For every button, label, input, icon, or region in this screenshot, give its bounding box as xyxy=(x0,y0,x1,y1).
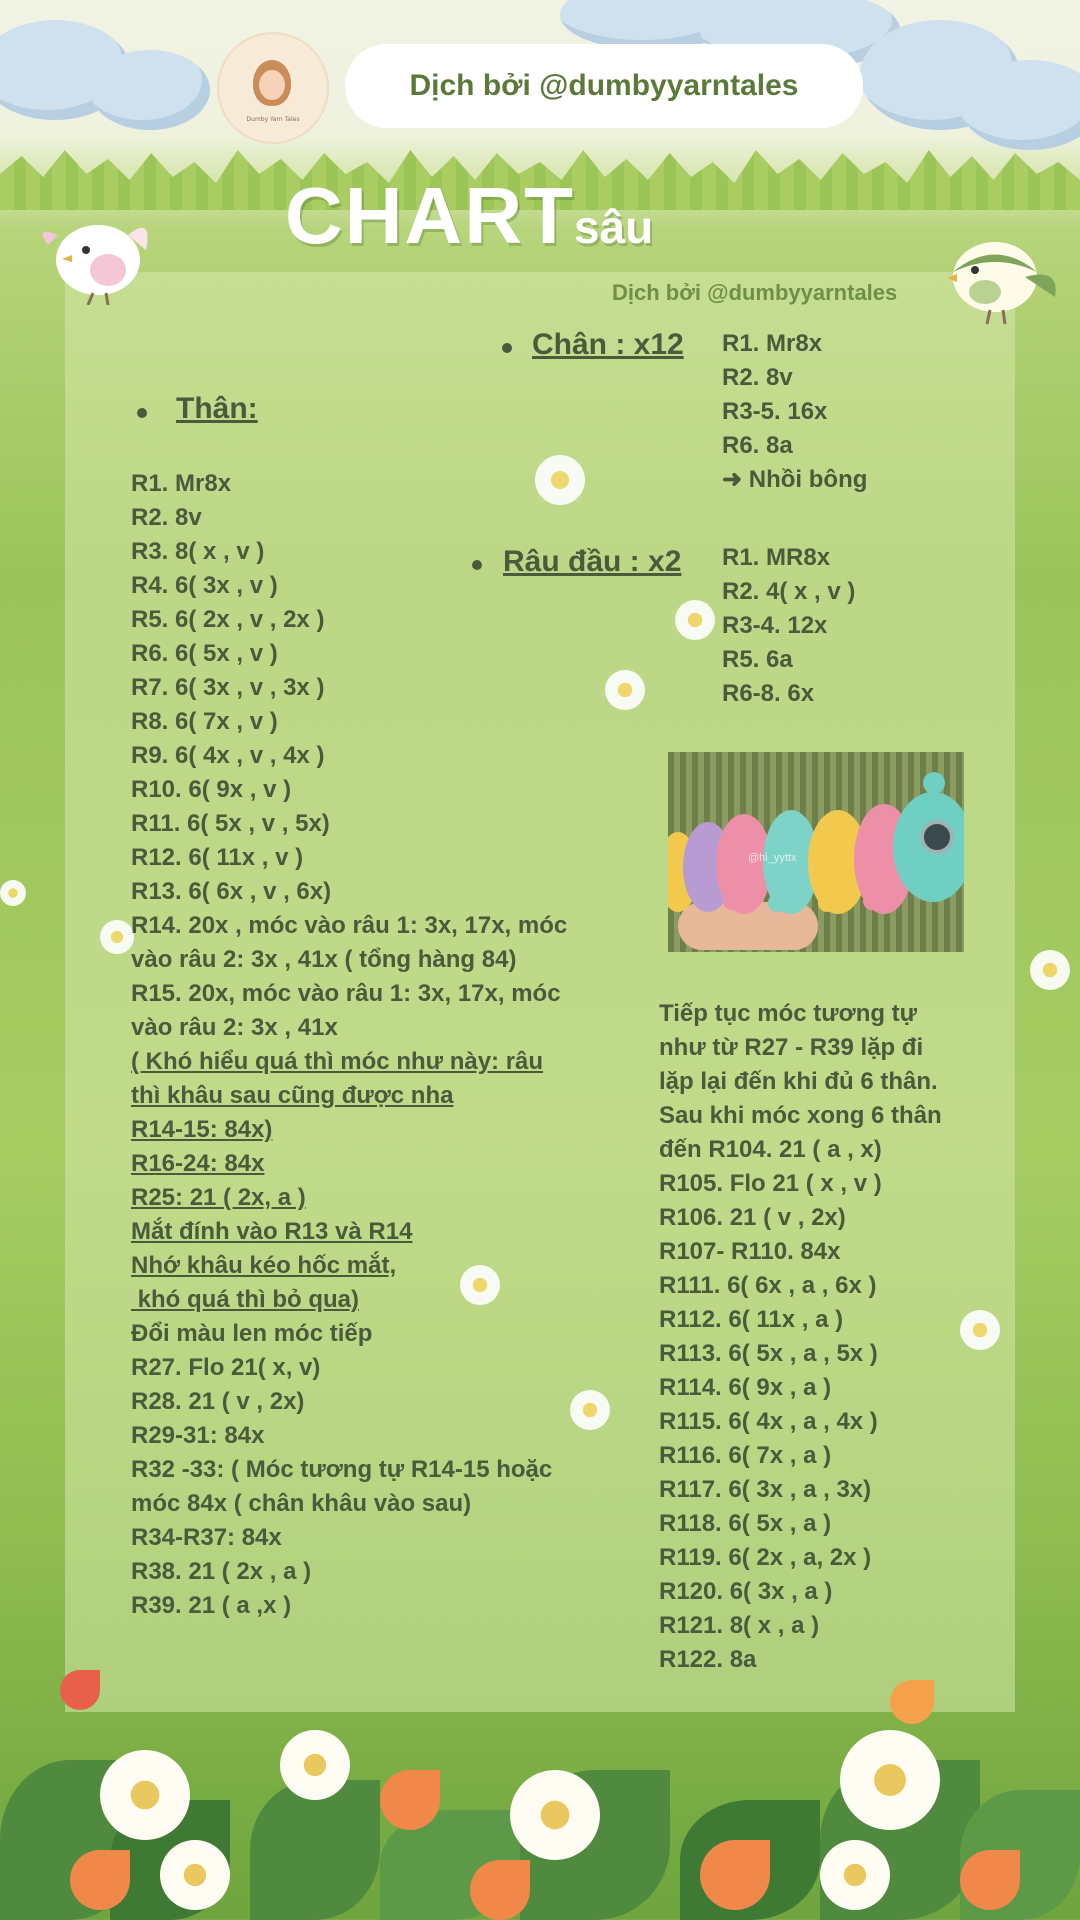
pattern-note-row: R16-24: 84x xyxy=(131,1150,265,1177)
pattern-row: R13. 6( 6x , v , 6x) xyxy=(131,878,332,905)
flower-border xyxy=(0,1640,1080,1920)
pattern-row: R113. 6( 5x , a , 5x ) xyxy=(659,1340,878,1367)
bullet xyxy=(472,560,482,570)
antenna xyxy=(923,772,945,794)
photo-watermark: @hi_yyttx xyxy=(748,852,797,864)
page-title: CHART xyxy=(285,171,575,260)
pattern-row: R10. 6( 9x , v ) xyxy=(131,776,292,803)
pattern-row: R1. MR8x xyxy=(722,544,831,571)
daisy-flower xyxy=(510,1770,600,1860)
section-heading-than: Thân: xyxy=(176,392,258,425)
leaf xyxy=(250,1780,380,1920)
orange-flower xyxy=(70,1850,130,1910)
pattern-row: R2. 4( x , v ) xyxy=(722,578,856,605)
petal-decoration xyxy=(100,920,134,954)
pattern-row: R3-4. 12x xyxy=(722,612,828,639)
caterpillar-eye xyxy=(920,820,954,854)
pattern-row: R116. 6( 7x , a ) xyxy=(659,1442,832,1469)
petal-decoration xyxy=(0,880,26,906)
pattern-row: vào râu 2: 3x , 41x xyxy=(131,1014,338,1041)
pattern-row: R27. Flo 21( x, v) xyxy=(131,1354,321,1381)
pattern-row: lặp lại đến khi đủ 6 thân. xyxy=(659,1068,938,1095)
pattern-row: R120. 6( 3x , a ) xyxy=(659,1578,833,1605)
daisy-flower xyxy=(840,1730,940,1830)
pattern-row: vào râu 2: 3x , 41x ( tổng hàng 84) xyxy=(131,946,517,973)
pattern-note-row: R25: 21 ( 2x, a ) xyxy=(131,1184,306,1211)
section-heading-chan: Chân : x12 xyxy=(532,328,684,361)
pattern-row: R6. 6( 5x , v ) xyxy=(131,640,278,667)
pattern-note-row: ( Khó hiểu quá thì móc như này: râu xyxy=(131,1048,544,1075)
pattern-row: R122. 8a xyxy=(659,1646,757,1673)
pattern-row: R8. 6( 7x , v ) xyxy=(131,708,278,735)
orange-flower xyxy=(700,1840,770,1910)
pattern-note-row: khó quá thì bỏ qua) xyxy=(131,1286,359,1313)
petal-decoration xyxy=(605,670,645,710)
pattern-row: như từ R27 - R39 lặp đi xyxy=(659,1034,924,1061)
pattern-row: R39. 21 ( a ,x ) xyxy=(131,1592,292,1619)
petal-decoration xyxy=(1030,950,1070,990)
pattern-row: R121. 8( x , a ) xyxy=(659,1612,820,1639)
credit-banner xyxy=(345,44,863,128)
orange-flower xyxy=(60,1670,100,1710)
pattern-row: Đổi màu len móc tiếp xyxy=(131,1320,373,1347)
pattern-row: R15. 20x, móc vào râu 1: 3x, 17x, móc xyxy=(131,980,561,1007)
pattern-row: R107- R110. 84x xyxy=(659,1238,841,1265)
orange-flower xyxy=(890,1680,934,1724)
pink-bird-icon xyxy=(28,205,158,305)
petal-decoration xyxy=(960,1310,1000,1350)
daisy-flower xyxy=(280,1730,350,1800)
pattern-row: R114. 6( 9x , a ) xyxy=(659,1374,832,1401)
pattern-row: R6-8. 6x xyxy=(722,680,815,707)
pattern-note-row: Nhớ khâu kéo hốc mắt, xyxy=(131,1252,397,1279)
brand-logo xyxy=(217,32,329,144)
pattern-row: R3. 8( x , v ) xyxy=(131,538,265,565)
page-subtitle: sâu xyxy=(574,201,654,253)
credit-text: Dịch bởi @dumbyyarntales xyxy=(409,69,799,102)
pattern-row: Tiếp tục móc tương tự xyxy=(659,1000,918,1027)
pattern-row: R4. 6( 3x , v ) xyxy=(131,572,278,599)
logo-face xyxy=(259,70,285,100)
caterpillar-leg xyxy=(863,892,881,910)
pattern-row: R1. Mr8x xyxy=(722,330,823,357)
pattern-row: R5. 6( 2x , v , 2x ) xyxy=(131,606,325,633)
pattern-row: ➜ Nhồi bông xyxy=(722,466,868,493)
daisy-flower xyxy=(100,1750,190,1840)
pattern-row: R115. 6( 4x , a , 4x ) xyxy=(659,1408,878,1435)
pattern-row: R3-5. 16x xyxy=(722,398,828,425)
pattern-row: R117. 6( 3x , a , 3x) xyxy=(659,1476,872,1503)
tiep-rows xyxy=(659,997,942,1677)
cloud xyxy=(90,50,210,130)
orange-flower xyxy=(960,1850,1020,1910)
orange-flower xyxy=(380,1770,440,1830)
orange-flower xyxy=(470,1860,530,1920)
caterpillar-photo xyxy=(668,752,964,952)
pattern-note-row: thì khâu sau cũng được nha xyxy=(131,1082,454,1109)
pattern-row: R7. 6( 3x , v , 3x ) xyxy=(131,674,325,701)
pattern-row: R111. 6( 6x , a , 6x ) xyxy=(659,1272,877,1299)
pattern-note-row: Mắt đính vào R13 và R14 xyxy=(131,1218,413,1245)
pattern-row: R118. 6( 5x , a ) xyxy=(659,1510,832,1537)
pattern-row: Sau khi móc xong 6 thân xyxy=(659,1102,942,1129)
pattern-row: R1. Mr8x xyxy=(131,470,232,497)
than-rows xyxy=(131,467,567,1623)
pattern-row: R34-R37: 84x xyxy=(131,1524,282,1551)
daisy-flower xyxy=(820,1840,890,1910)
pattern-row: R112. 6( 11x , a ) xyxy=(659,1306,844,1333)
pattern-row: R119. 6( 2x , a, 2x ) xyxy=(659,1544,872,1571)
pattern-row: R106. 21 ( v , 2x) xyxy=(659,1204,846,1231)
bullet xyxy=(502,343,512,353)
chan-rows xyxy=(722,327,867,497)
pattern-row: R14. 20x , móc vào râu 1: 3x, 17x, móc xyxy=(131,912,568,939)
pattern-row: đến R104. 21 ( a , x) xyxy=(659,1136,882,1163)
green-bird-icon xyxy=(945,232,1065,327)
pattern-row: móc 84x ( chân khâu vào sau) xyxy=(131,1490,472,1517)
pattern-row: R38. 21 ( 2x , a ) xyxy=(131,1558,312,1585)
credit-small: Dịch bởi @dumbyyarntales xyxy=(612,280,898,305)
petal-decoration xyxy=(675,600,715,640)
daisy-flower xyxy=(160,1840,230,1910)
pattern-note-row: R14-15: 84x) xyxy=(131,1116,273,1143)
pattern-row: R105. Flo 21 ( x , v ) xyxy=(659,1170,882,1197)
section-heading-rau: Râu đầu : x2 xyxy=(503,545,682,578)
logo-text: Dumby Yarn Tales xyxy=(246,116,300,123)
pattern-row: R5. 6a xyxy=(722,646,793,673)
caterpillar-leg xyxy=(723,892,741,910)
pattern-row: R12. 6( 11x , v ) xyxy=(131,844,304,871)
pattern-row: R29-31: 84x xyxy=(131,1422,265,1449)
pattern-row: R2. 8v xyxy=(722,364,793,391)
rau-rows xyxy=(722,541,855,711)
pattern-row: R28. 21 ( v , 2x) xyxy=(131,1388,305,1415)
pattern-row: R6. 8a xyxy=(722,432,793,459)
caterpillar-leg xyxy=(768,894,786,912)
pattern-row: R9. 6( 4x , v , 4x ) xyxy=(131,742,325,769)
bullet xyxy=(137,408,147,418)
pattern-row: R32 -33: ( Móc tương tự R14-15 hoặc xyxy=(131,1456,553,1483)
petal-decoration xyxy=(570,1390,610,1430)
pattern-row: R11. 6( 5x , v , 5x) xyxy=(131,810,330,837)
caterpillar-leg xyxy=(818,894,836,912)
pattern-row: R2. 8v xyxy=(131,504,202,531)
